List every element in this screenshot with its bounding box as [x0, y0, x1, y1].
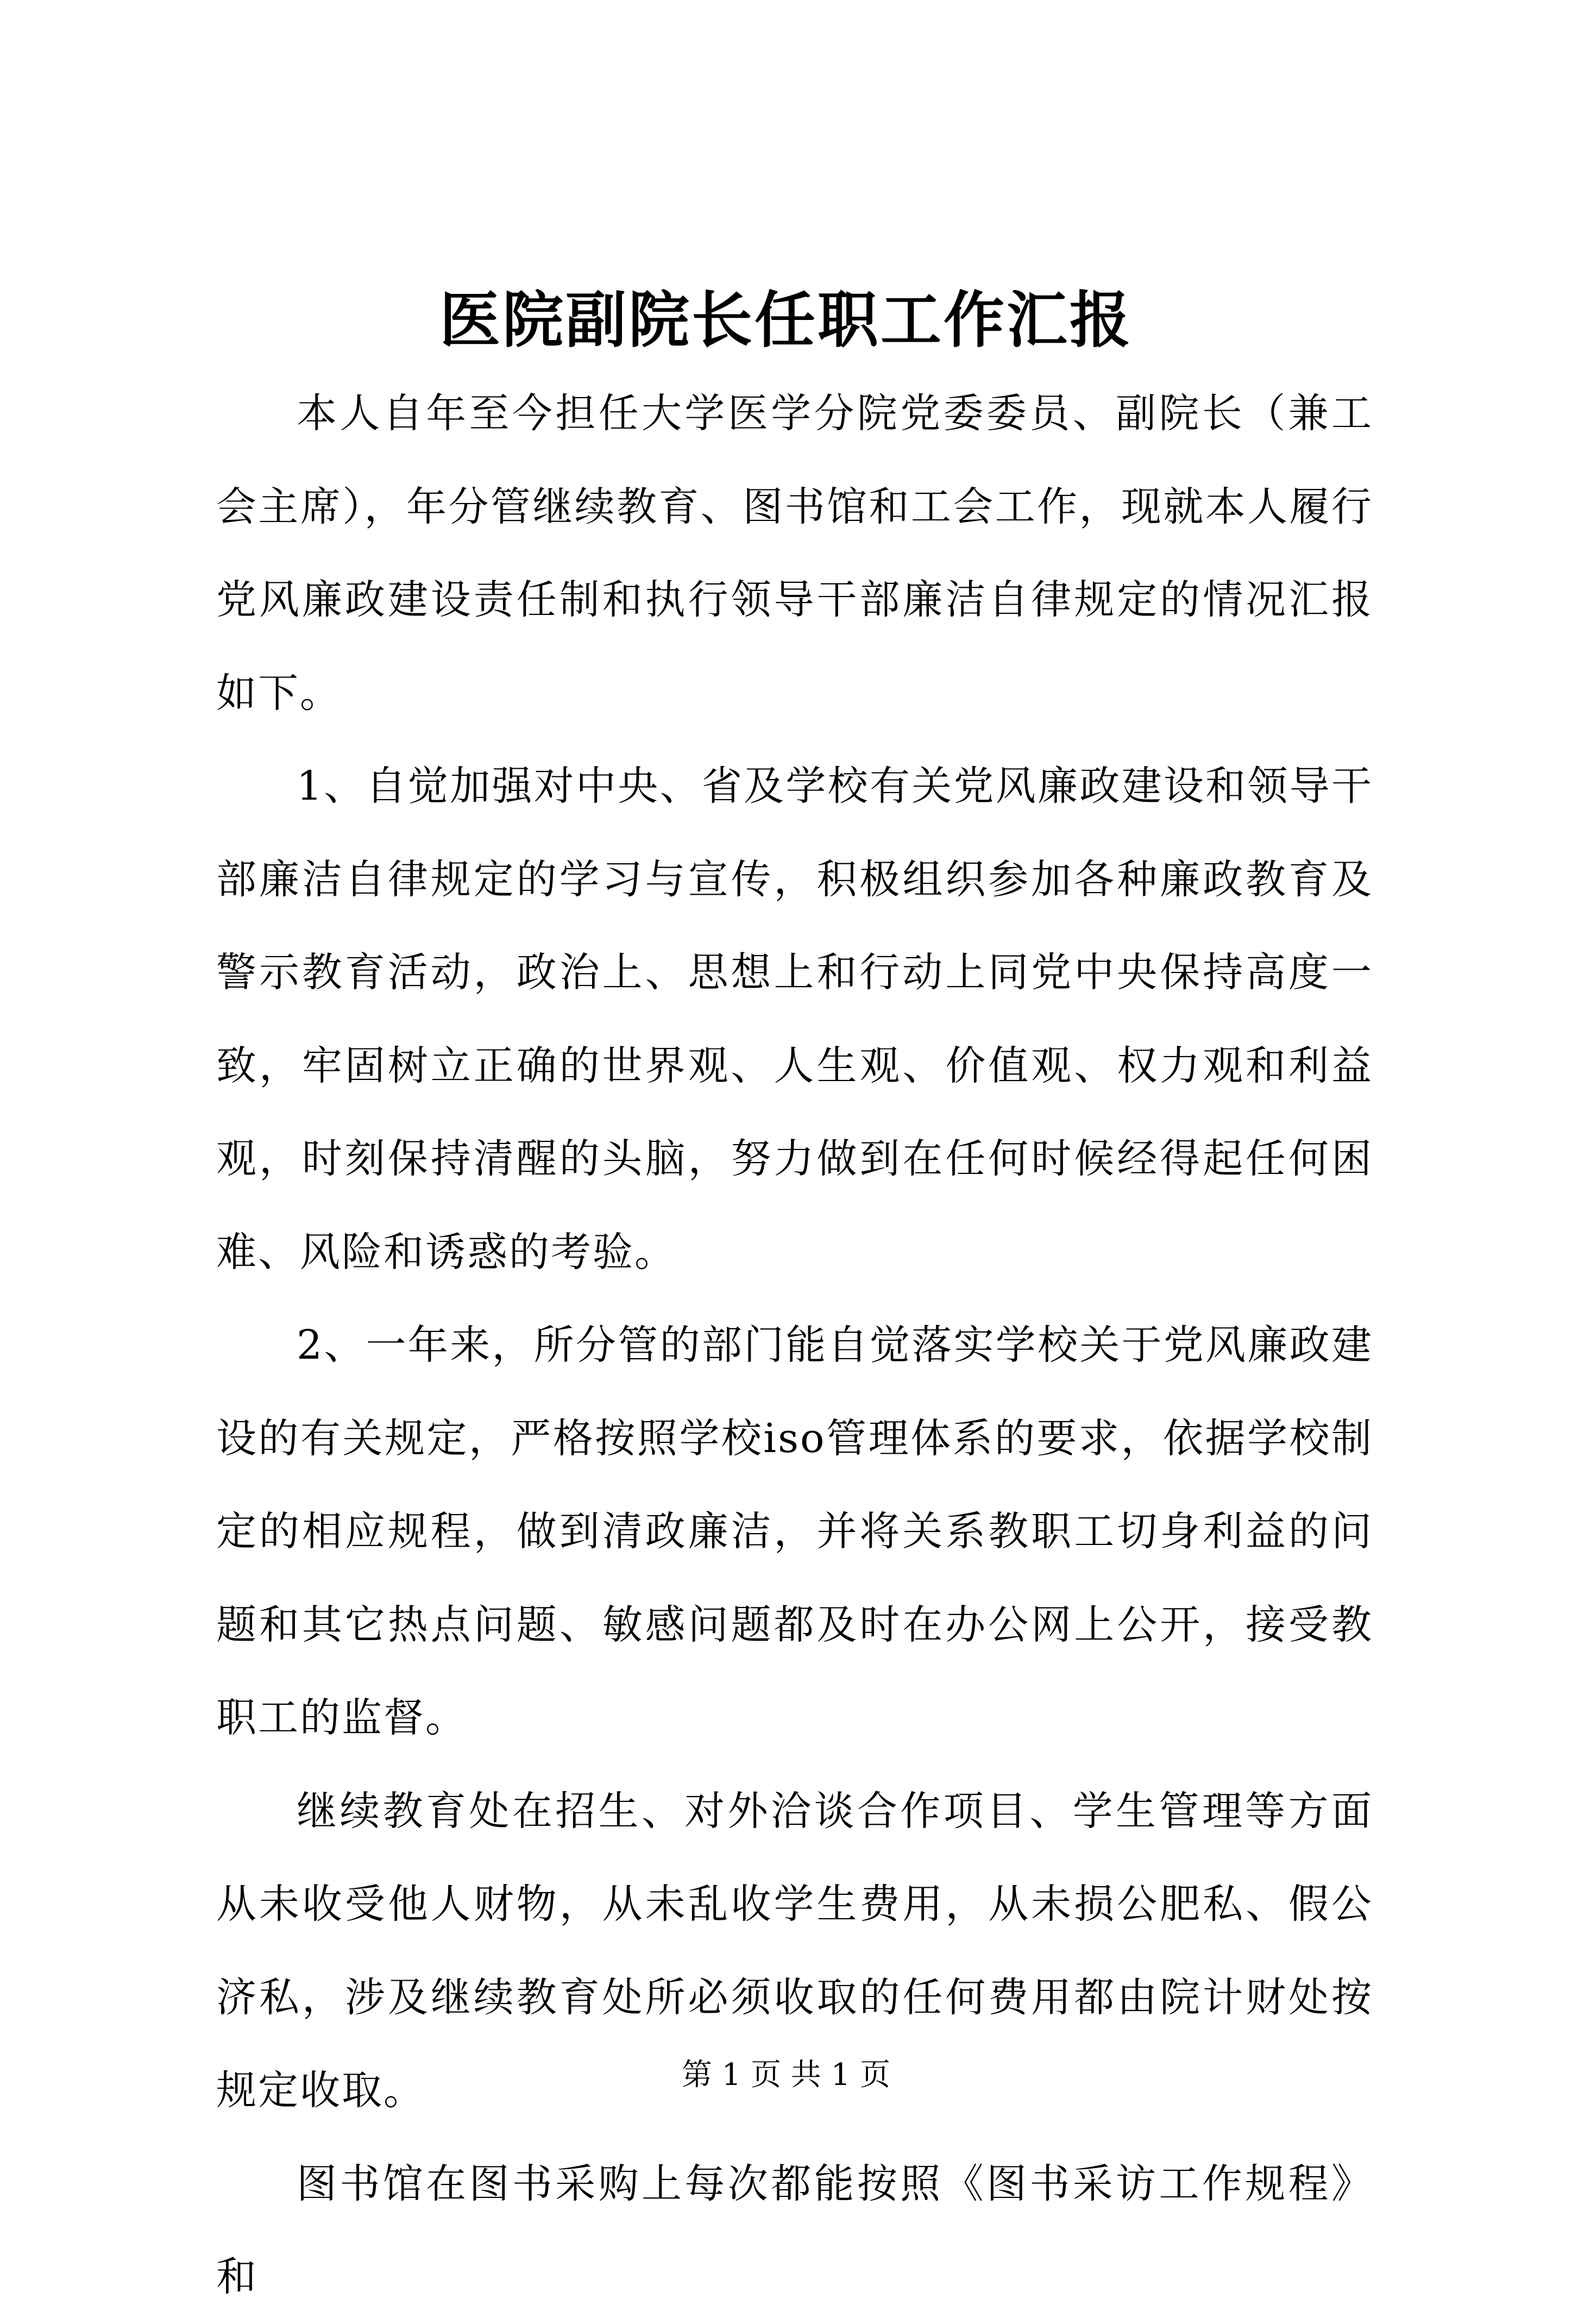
document-body [216, 367, 1373, 2324]
paragraph-intro: 本人自年至今担任大学医学分院党委委员、副院长（兼工会主席），年分管继续教育、图书馆和工会工作，现就本人履行党风廉政建设责任制和执行领导干部廉洁自律规定的情况汇报如下。 [216, 390, 1373, 717]
paragraph-point-2: 2、一年来，所分管的部门能自觉落实学校关于党风廉政建设的有关规定，严格按照学校iso管理体系的要求，依据学校制定的相应规程，做到清政廉洁，并将关系教职工切身利益的问题和其它热点问题、敏感问题都及时在办公网上公开，接受教职工的监督。 [216, 1322, 1373, 1741]
paragraph-library: 图书馆在图书采购上每次都能按照《图书采访工作规程》和 [216, 2160, 1373, 2300]
paragraph-continuing-education: 继续教育处在招生、对外洽谈合作项目、学生管理等方面从未收受他人财物，从未乱收学生费用，从未损公肥私、假公济私，涉及继续教育处所必须收取的任何费用都由院计财处按规定收取。 [216, 1787, 1373, 2114]
document-title: 医院副院长任职工作汇报 [439, 285, 1133, 356]
page-number-footer: 第 1 页 共 1 页 [681, 2057, 891, 2093]
paragraph-point-1: 1、自觉加强对中央、省及学校有关党风廉政建设和领导干部廉洁自律规定的学习与宣传，积极组织参加各种廉政教育及警示教育活动，政治上、思想上和行动上同党中央保持高度一致，牢固树立正确的世界观、人生观、价值观、权力观和利益观，时刻保持清醒的头脑，努力做到在任何时候经得起任何困难、风险和诱惑的考验。 [216, 763, 1373, 1276]
